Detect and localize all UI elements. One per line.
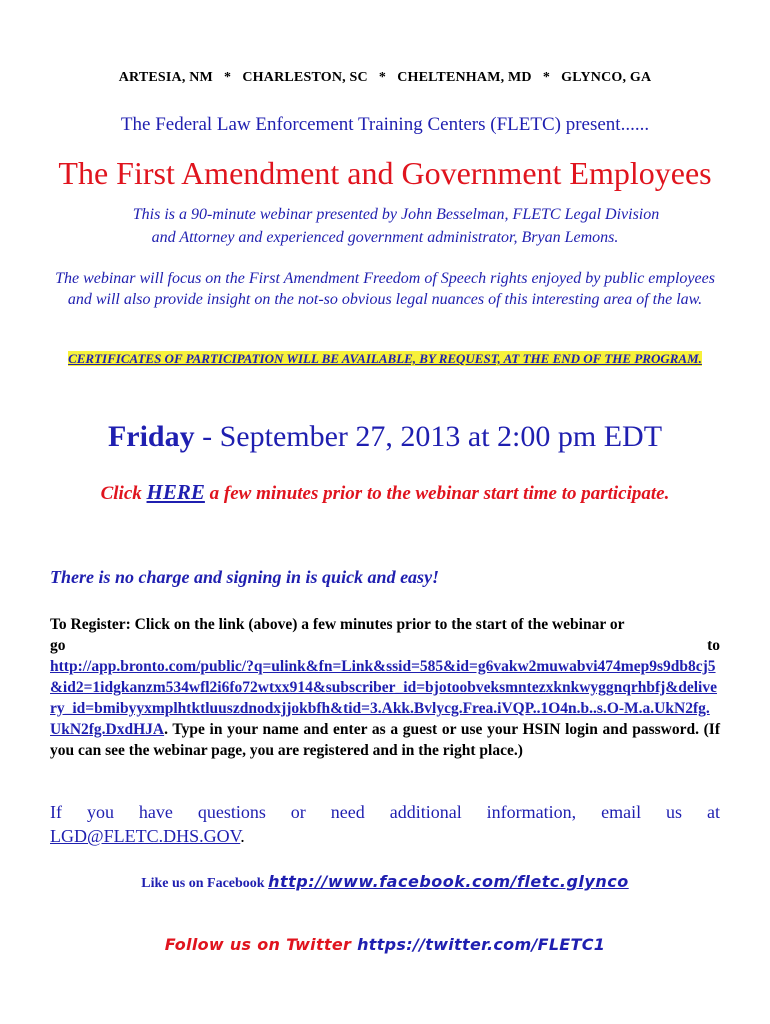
click-suffix: a few minutes prior to the webinar start time to participate.: [204, 483, 670, 504]
questions-paragraph: [50, 800, 720, 848]
facebook-line: [0, 872, 770, 892]
intro-line-1: This is a 90-minute webinar presented by John Besselman, FLETC Legal Division: [132, 206, 660, 223]
register-intro-line-1: To Register: Click on the link (above) a few minutes prior to the start of the webinar or: [50, 616, 625, 633]
twitter-line: [0, 935, 770, 954]
event-date: [0, 420, 770, 454]
intro-paragraph: [0, 203, 770, 249]
click-here-line: [0, 480, 770, 505]
email-link[interactable]: LGD@FLETC.DHS.GOV: [50, 826, 241, 846]
certificates-notice: [48, 350, 722, 368]
certificates-text: CERTIFICATES OF PARTICIPATION WILL BE AVAILABLE, BY REQUEST, AT THE END OF THE PROGRAM.: [68, 351, 702, 366]
page-title: The First Amendment and Government Employees: [58, 155, 712, 191]
locations-line: ARTESIA, NM * CHARLESTON, SC * CHELTENHAM, MD * GLYNCO, GA: [118, 70, 652, 85]
no-charge-line: There is no charge and signing in is quick and easy!: [50, 567, 440, 587]
event-day: Friday: [107, 420, 195, 453]
register-link[interactable]: http://app.bronto.com/public/?q=ulink&fn=Link&ssid=585&id=g6vakw2muwabvi474mep9s9db8cj5&id2=1idgkanzm534wfl2i6fo72wtxx914&subscriber_id=bjotoobveksmntezxknkwyggnqrhbfj&delivery_id=bmibyyxmplhtktluuszdnodxjjokbfh&tid=3.Akk.Bvlycg.Frea.iVQP..1O4n.b..s.O-M.a.UkN2fg.UkN2fg.DxdHJA: [50, 658, 717, 738]
facebook-link[interactable]: http://www.facebook.com/fletc.glynco: [268, 872, 629, 891]
register-instructions: . Type in your name and enter as a guest or use your HSIN login and password. (If you can see the webinar page, you are registered and in the right place.): [50, 721, 720, 759]
questions-end: .: [240, 826, 245, 846]
twitter-link[interactable]: https://twitter.com/FLETC1: [357, 935, 606, 954]
intro-line-2: and Attorney and experienced government administrator, Bryan Lemons.: [151, 229, 619, 246]
twitter-label: Follow us on Twitter: [164, 935, 358, 954]
facebook-label: Like us on Facebook: [141, 876, 269, 891]
questions-text: If you have questions or need additional information, email us at: [50, 802, 720, 822]
focus-paragraph: The webinar will focus on the First Amendment Freedom of Speech rights enjoyed by public employees and will also provide insight on the not-so obvious legal nuances of this interesting area of the law.: [55, 270, 715, 308]
click-prefix: Click: [100, 483, 147, 504]
here-link[interactable]: HERE: [146, 480, 205, 504]
register-paragraph: [50, 614, 720, 761]
presents-line: The Federal Law Enforcement Training Centers (FLETC) present......: [120, 114, 650, 135]
event-datetime: - September 27, 2013 at 2:00 pm EDT: [194, 420, 663, 453]
register-intro-line-2: go to: [50, 637, 720, 654]
